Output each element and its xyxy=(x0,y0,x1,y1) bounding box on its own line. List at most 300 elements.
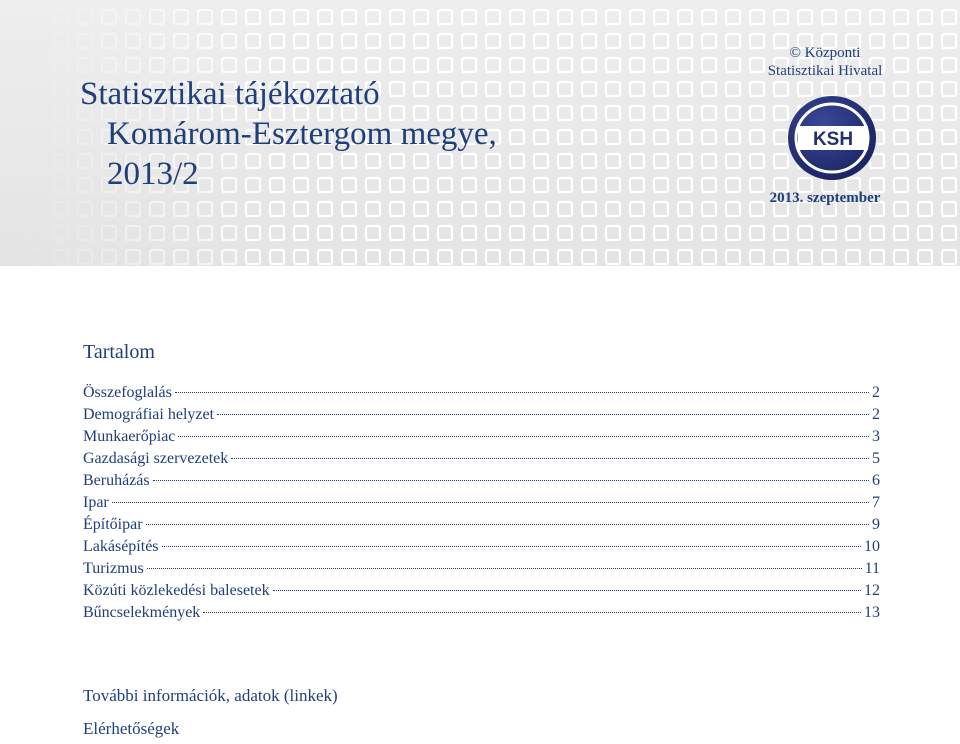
grid-square xyxy=(390,34,404,48)
grid-square xyxy=(102,58,116,72)
grid-square xyxy=(30,178,44,192)
toc-item-label: Turizmus xyxy=(83,560,144,577)
grid-square xyxy=(366,202,380,216)
grid-square xyxy=(942,250,956,264)
grid-square xyxy=(942,178,956,192)
grid-square xyxy=(606,202,620,216)
grid-square xyxy=(654,34,668,48)
grid-square xyxy=(150,250,164,264)
toc-item-page: 10 xyxy=(864,538,880,555)
grid-square xyxy=(750,130,764,144)
grid-square xyxy=(30,202,44,216)
more-info-link[interactable]: További információk, adatok (linkek) xyxy=(83,686,338,705)
grid-square xyxy=(918,250,932,264)
grid-square xyxy=(750,154,764,168)
grid-square xyxy=(630,226,644,240)
grid-square xyxy=(894,82,908,96)
grid-square xyxy=(510,34,524,48)
grid-square xyxy=(30,82,44,96)
grid-square xyxy=(846,226,860,240)
grid-square xyxy=(510,250,524,264)
grid-square xyxy=(726,130,740,144)
grid-square xyxy=(726,178,740,192)
toc-item[interactable] xyxy=(83,582,880,604)
grid-square xyxy=(294,202,308,216)
grid-square xyxy=(54,10,68,24)
toc-item-page: 7 xyxy=(872,494,880,511)
grid-square xyxy=(510,106,524,120)
ksh-logo xyxy=(784,93,884,183)
grid-square xyxy=(534,58,548,72)
grid-square xyxy=(726,250,740,264)
grid-square xyxy=(54,82,68,96)
grid-square xyxy=(270,226,284,240)
grid-square xyxy=(174,58,188,72)
toc-item-page: 13 xyxy=(864,604,880,621)
toc-item[interactable] xyxy=(83,494,880,516)
grid-square xyxy=(54,250,68,264)
toc-item-page: 5 xyxy=(872,450,880,467)
grid-square xyxy=(630,178,644,192)
grid-square xyxy=(78,250,92,264)
grid-square xyxy=(318,250,332,264)
grid-square xyxy=(558,10,572,24)
grid-square xyxy=(654,154,668,168)
grid-square xyxy=(30,154,44,168)
toc-leader-dots xyxy=(147,568,862,569)
grid-square xyxy=(30,130,44,144)
toc-item-label: Munkaerőpiac xyxy=(83,428,176,445)
toc-item[interactable] xyxy=(83,384,880,406)
grid-square xyxy=(486,226,500,240)
grid-square xyxy=(270,202,284,216)
grid-square xyxy=(462,34,476,48)
grid-square xyxy=(510,178,524,192)
grid-square xyxy=(30,106,44,120)
grid-square xyxy=(606,106,620,120)
grid-square xyxy=(246,250,260,264)
grid-square xyxy=(654,82,668,96)
grid-square xyxy=(150,58,164,72)
grid-square xyxy=(78,226,92,240)
grid-square xyxy=(582,202,596,216)
contacts-link[interactable]: Elérhetőségek xyxy=(83,719,180,738)
grid-square xyxy=(918,10,932,24)
grid-square xyxy=(918,178,932,192)
grid-square xyxy=(606,226,620,240)
grid-square xyxy=(510,202,524,216)
grid-square xyxy=(414,250,428,264)
grid-square xyxy=(246,34,260,48)
grid-square xyxy=(678,154,692,168)
grid-square xyxy=(150,202,164,216)
grid-square xyxy=(918,34,932,48)
grid-square xyxy=(126,10,140,24)
toc-item-page: 9 xyxy=(872,516,880,533)
grid-square xyxy=(606,58,620,72)
grid-square xyxy=(678,10,692,24)
grid-square xyxy=(558,58,572,72)
grid-square xyxy=(534,130,548,144)
grid-square xyxy=(270,58,284,72)
toc-item[interactable] xyxy=(83,450,880,472)
grid-square xyxy=(534,178,548,192)
grid-square xyxy=(918,202,932,216)
grid-square xyxy=(702,154,716,168)
grid-square xyxy=(582,10,596,24)
grid-square xyxy=(870,250,884,264)
publisher-line-2: Statisztikai Hivatal xyxy=(767,63,883,79)
grid-square xyxy=(582,82,596,96)
publication-date: 2013. szeptember xyxy=(769,190,881,206)
grid-square xyxy=(294,226,308,240)
grid-square xyxy=(558,226,572,240)
toc-item[interactable] xyxy=(83,560,880,582)
grid-square xyxy=(54,226,68,240)
grid-square xyxy=(894,10,908,24)
grid-square xyxy=(54,178,68,192)
ksh-logo-text: KSH xyxy=(812,129,854,150)
grid-square xyxy=(270,10,284,24)
grid-square xyxy=(582,178,596,192)
grid-square xyxy=(678,250,692,264)
grid-square xyxy=(558,154,572,168)
grid-square xyxy=(30,10,44,24)
grid-square xyxy=(774,10,788,24)
grid-square xyxy=(726,82,740,96)
grid-square xyxy=(30,250,44,264)
toc-leader-dots xyxy=(178,436,869,437)
grid-square xyxy=(846,250,860,264)
toc-item-page: 2 xyxy=(872,406,880,423)
toc-leader-dots xyxy=(273,590,861,591)
grid-square xyxy=(606,178,620,192)
grid-square xyxy=(222,226,236,240)
header-banner xyxy=(0,0,960,266)
grid-square xyxy=(918,82,932,96)
grid-square xyxy=(342,202,356,216)
grid-square xyxy=(462,202,476,216)
toc-item-page: 6 xyxy=(872,472,880,489)
toc-item-label: Lakásépítés xyxy=(83,538,159,555)
grid-square xyxy=(126,202,140,216)
grid-square xyxy=(534,226,548,240)
grid-square xyxy=(198,250,212,264)
grid-square xyxy=(582,226,596,240)
toc-item-label: Bűncselekmények xyxy=(83,604,201,621)
toc-leader-dots xyxy=(162,546,861,547)
grid-square xyxy=(150,10,164,24)
grid-square xyxy=(630,130,644,144)
grid-square xyxy=(78,58,92,72)
grid-square xyxy=(486,10,500,24)
grid-square xyxy=(702,34,716,48)
toc-item-label: Gazdasági szervezetek xyxy=(83,450,229,467)
grid-square xyxy=(654,202,668,216)
grid-square xyxy=(750,250,764,264)
grid-square xyxy=(438,226,452,240)
grid-square xyxy=(558,202,572,216)
grid-square xyxy=(438,34,452,48)
grid-square xyxy=(630,58,644,72)
grid-square xyxy=(750,106,764,120)
grid-square xyxy=(750,10,764,24)
grid-square xyxy=(678,82,692,96)
grid-square xyxy=(582,58,596,72)
grid-square xyxy=(54,34,68,48)
grid-square xyxy=(510,130,524,144)
grid-square xyxy=(726,34,740,48)
grid-square xyxy=(942,202,956,216)
grid-square xyxy=(30,34,44,48)
toc-item-page: 2 xyxy=(872,384,880,401)
grid-square xyxy=(366,34,380,48)
grid-square xyxy=(726,154,740,168)
grid-square xyxy=(726,226,740,240)
grid-square xyxy=(534,202,548,216)
grid-square xyxy=(606,130,620,144)
grid-square xyxy=(606,10,620,24)
grid-square xyxy=(414,226,428,240)
grid-square xyxy=(630,34,644,48)
grid-square xyxy=(846,10,860,24)
grid-square xyxy=(702,130,716,144)
grid-square xyxy=(174,34,188,48)
grid-square xyxy=(390,202,404,216)
toc-item[interactable] xyxy=(83,406,880,428)
grid-square xyxy=(126,226,140,240)
grid-square xyxy=(366,10,380,24)
grid-square xyxy=(246,202,260,216)
grid-square xyxy=(678,58,692,72)
grid-square xyxy=(198,202,212,216)
grid-square xyxy=(318,34,332,48)
grid-square xyxy=(630,154,644,168)
grid-square xyxy=(294,250,308,264)
grid-square xyxy=(102,250,116,264)
grid-square xyxy=(654,130,668,144)
grid-square xyxy=(678,226,692,240)
grid-square xyxy=(222,58,236,72)
toc-leader-dots xyxy=(175,392,869,393)
grid-square xyxy=(438,250,452,264)
grid-square xyxy=(390,250,404,264)
grid-square xyxy=(654,58,668,72)
grid-square xyxy=(582,154,596,168)
grid-square xyxy=(702,10,716,24)
grid-square xyxy=(318,202,332,216)
grid-square xyxy=(894,250,908,264)
grid-square xyxy=(30,58,44,72)
toc-item-page: 3 xyxy=(872,428,880,445)
grid-square xyxy=(198,58,212,72)
grid-square xyxy=(822,226,836,240)
grid-square xyxy=(174,202,188,216)
grid-square xyxy=(462,226,476,240)
grid-square xyxy=(702,226,716,240)
grid-square xyxy=(294,10,308,24)
grid-square xyxy=(366,58,380,72)
toc-leader-dots xyxy=(146,524,869,525)
grid-square xyxy=(558,178,572,192)
grid-square xyxy=(54,154,68,168)
grid-square xyxy=(126,34,140,48)
toc-leader-dots xyxy=(217,414,869,415)
grid-square xyxy=(774,250,788,264)
grid-square xyxy=(654,226,668,240)
grid-square xyxy=(894,130,908,144)
grid-square xyxy=(702,178,716,192)
grid-square xyxy=(750,82,764,96)
grid-square xyxy=(342,58,356,72)
grid-square xyxy=(870,10,884,24)
grid-square xyxy=(558,106,572,120)
grid-square xyxy=(942,82,956,96)
toc-leader-dots xyxy=(112,502,869,503)
grid-square xyxy=(702,58,716,72)
grid-square xyxy=(54,202,68,216)
grid-square xyxy=(894,154,908,168)
title-line-2: Komárom-Esztergom megye, xyxy=(107,116,497,152)
grid-square xyxy=(174,226,188,240)
grid-square xyxy=(798,250,812,264)
grid-square xyxy=(606,34,620,48)
grid-square xyxy=(654,10,668,24)
grid-square xyxy=(366,250,380,264)
grid-square xyxy=(558,250,572,264)
grid-square xyxy=(318,10,332,24)
grid-square xyxy=(606,82,620,96)
grid-square xyxy=(894,226,908,240)
grid-square xyxy=(582,106,596,120)
grid-square xyxy=(174,250,188,264)
grid-square xyxy=(342,10,356,24)
toc-item-label: Építőipar xyxy=(83,516,143,533)
grid-square xyxy=(918,58,932,72)
grid-square xyxy=(30,226,44,240)
grid-square xyxy=(150,226,164,240)
toc-item[interactable] xyxy=(83,516,880,538)
grid-square xyxy=(678,130,692,144)
report-title xyxy=(80,74,497,194)
grid-square xyxy=(702,250,716,264)
grid-square xyxy=(222,10,236,24)
grid-square xyxy=(582,130,596,144)
grid-square xyxy=(246,10,260,24)
grid-square xyxy=(342,226,356,240)
toc-item[interactable] xyxy=(83,604,880,626)
grid-square xyxy=(918,106,932,120)
grid-square xyxy=(558,82,572,96)
grid-square xyxy=(510,10,524,24)
grid-square xyxy=(942,226,956,240)
grid-square xyxy=(54,106,68,120)
toc-item-label: Ipar xyxy=(83,494,109,511)
grid-square xyxy=(54,130,68,144)
grid-square xyxy=(894,106,908,120)
toc-item-label: Összefoglalás xyxy=(83,384,172,401)
grid-square xyxy=(510,58,524,72)
grid-square xyxy=(366,226,380,240)
grid-square xyxy=(942,34,956,48)
toc-item-label: Közúti közlekedési balesetek xyxy=(83,582,270,599)
grid-square xyxy=(534,82,548,96)
grid-square xyxy=(510,82,524,96)
grid-square xyxy=(462,250,476,264)
grid-square xyxy=(102,202,116,216)
toc-item[interactable] xyxy=(83,538,880,560)
grid-square xyxy=(390,58,404,72)
grid-square xyxy=(726,202,740,216)
grid-square xyxy=(294,58,308,72)
grid-square xyxy=(678,106,692,120)
grid-square xyxy=(654,106,668,120)
grid-square xyxy=(150,34,164,48)
grid-square xyxy=(678,202,692,216)
toc-leader-dots xyxy=(231,458,869,459)
grid-square xyxy=(726,106,740,120)
grid-square xyxy=(942,130,956,144)
grid-square xyxy=(126,250,140,264)
grid-square xyxy=(702,202,716,216)
grid-square xyxy=(342,250,356,264)
grid-square xyxy=(318,226,332,240)
grid-square xyxy=(486,58,500,72)
grid-square xyxy=(462,10,476,24)
title-line-3: 2013/2 xyxy=(107,156,199,192)
grid-square xyxy=(606,250,620,264)
grid-square xyxy=(726,10,740,24)
grid-square xyxy=(510,226,524,240)
grid-square xyxy=(630,10,644,24)
toc-item[interactable] xyxy=(83,472,880,494)
grid-square xyxy=(918,130,932,144)
grid-square xyxy=(558,34,572,48)
grid-square xyxy=(942,154,956,168)
grid-square xyxy=(558,130,572,144)
grid-square xyxy=(222,250,236,264)
grid-square xyxy=(78,202,92,216)
grid-square xyxy=(582,250,596,264)
grid-square xyxy=(702,106,716,120)
grid-square xyxy=(534,250,548,264)
toc-item[interactable] xyxy=(83,428,880,450)
grid-square xyxy=(222,202,236,216)
grid-square xyxy=(126,58,140,72)
grid-square xyxy=(774,226,788,240)
grid-square xyxy=(798,10,812,24)
grid-square xyxy=(630,202,644,216)
grid-square xyxy=(582,34,596,48)
grid-square xyxy=(486,34,500,48)
toc-item-page: 11 xyxy=(864,560,880,577)
toc-leader-dots xyxy=(203,612,861,613)
grid-square xyxy=(414,58,428,72)
grid-square xyxy=(294,34,308,48)
grid-square xyxy=(942,106,956,120)
grid-square xyxy=(630,106,644,120)
grid-square xyxy=(414,10,428,24)
grid-square xyxy=(198,34,212,48)
title-line-1: Statisztikai tájékoztató xyxy=(80,76,380,112)
toc-leader-dots xyxy=(153,480,869,481)
grid-square xyxy=(654,250,668,264)
toc-heading: Tartalom xyxy=(83,341,155,363)
grid-square xyxy=(870,226,884,240)
grid-square xyxy=(174,10,188,24)
grid-square xyxy=(246,58,260,72)
grid-square xyxy=(534,10,548,24)
